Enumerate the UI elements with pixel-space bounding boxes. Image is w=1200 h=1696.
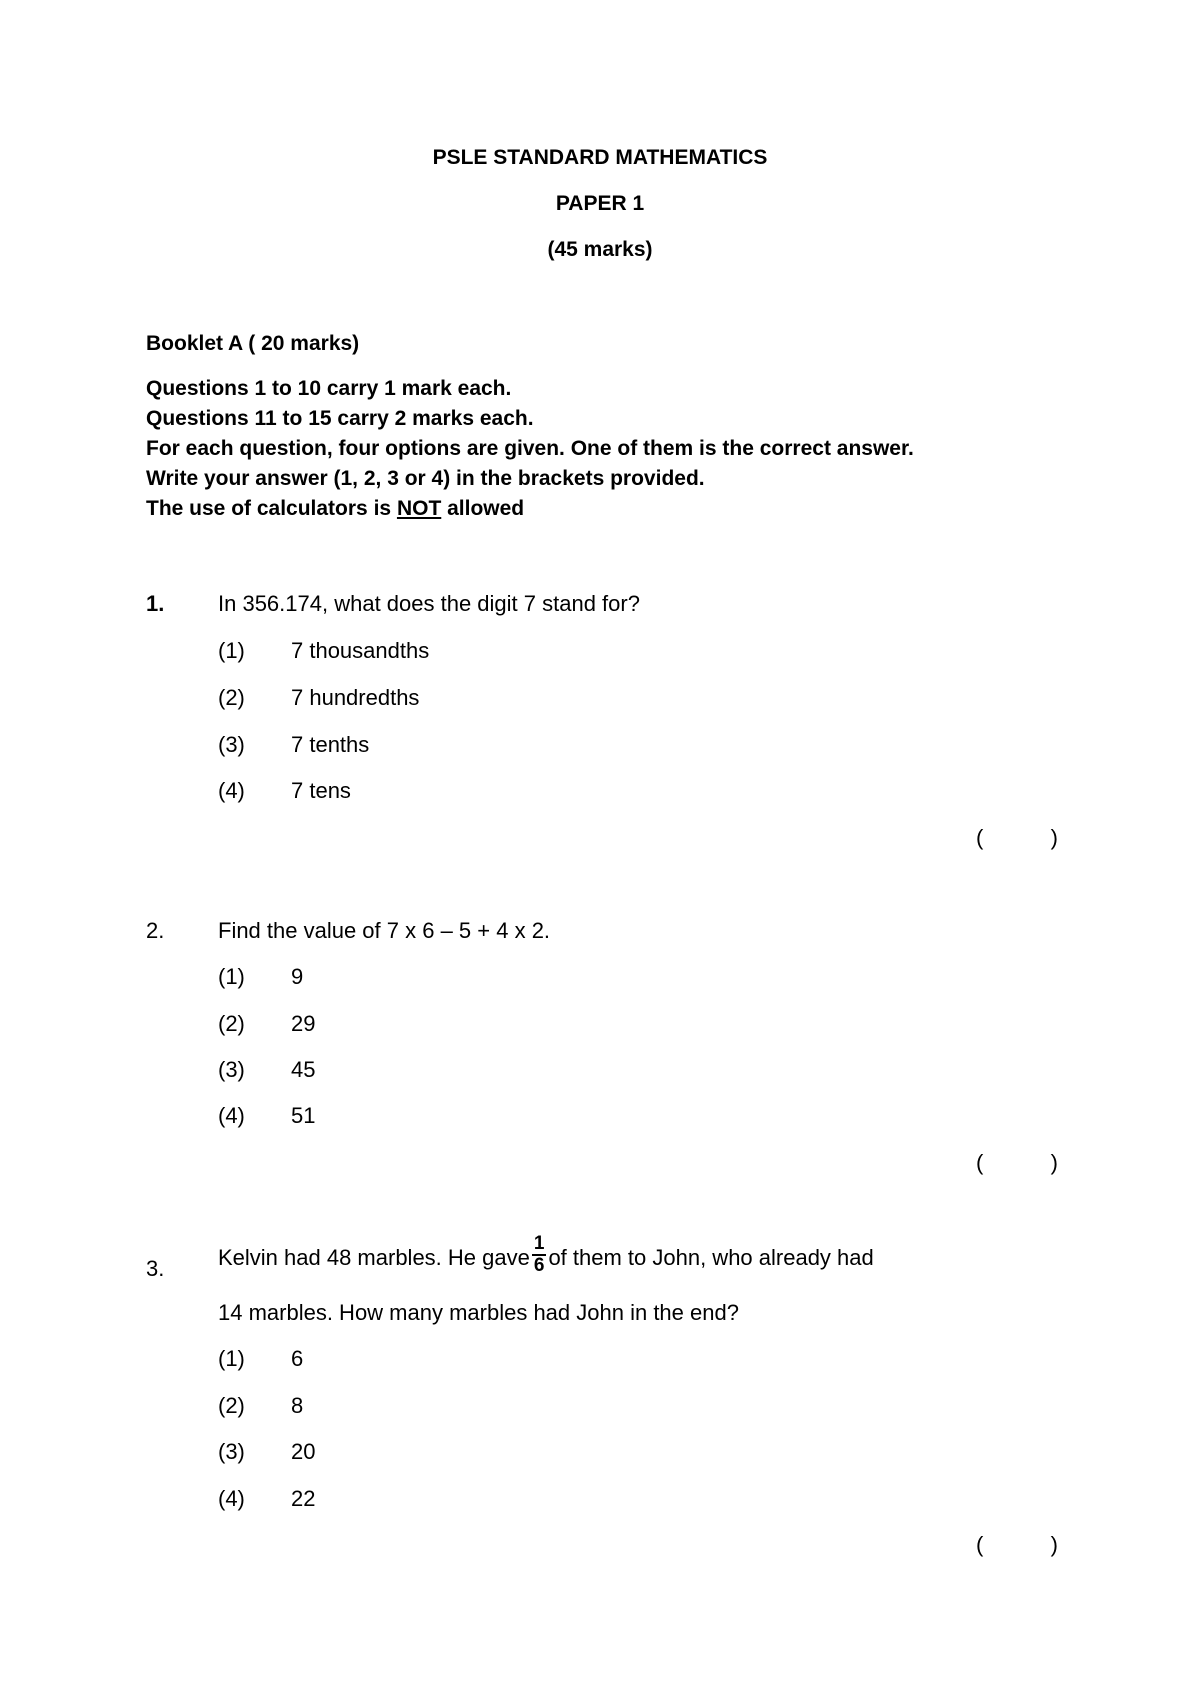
option-label: (1): [218, 1346, 245, 1371]
option-label: (2): [218, 1011, 245, 1036]
option-text: 29: [291, 1011, 316, 1036]
bracket-close: ): [1050, 825, 1058, 850]
bracket-open: (: [976, 825, 984, 850]
fraction-denominator: 6: [533, 1255, 545, 1276]
option-label: (1): [218, 638, 245, 663]
option-label: (4): [218, 778, 245, 803]
bracket-close: ): [1050, 1150, 1058, 1175]
question-text-before-fraction: Kelvin had 48 marbles. He gave: [218, 1244, 530, 1270]
option-label: (3): [218, 1439, 245, 1464]
option-label: (4): [218, 1103, 245, 1128]
question-number: 1.: [146, 591, 165, 616]
question-text: Find the value of 7 x 6 – 5 + 4 x 2.: [218, 918, 551, 943]
question-text-after-fraction: of them to John, who already had: [548, 1244, 874, 1270]
option-label: (3): [218, 1057, 245, 1082]
booklet-title: Booklet A ( 20 marks): [146, 332, 360, 355]
calculator-rule-emphasis: NOT: [396, 497, 442, 520]
question-text: In 356.174, what does the digit 7 stand for?: [218, 591, 640, 616]
bracket-open: (: [976, 1532, 984, 1557]
instruction-line: Write your answer (1, 2, 3 or 4) in the brackets provided.: [146, 467, 705, 490]
answer-bracket[interactable]: [976, 1150, 1058, 1176]
option-text: 8: [291, 1393, 304, 1418]
calculator-rule-suffix: allowed: [447, 497, 525, 520]
exam-title: PSLE STANDARD MATHEMATICS: [432, 146, 768, 169]
answer-bracket[interactable]: [976, 825, 1058, 851]
fraction-numerator: 1: [533, 1233, 545, 1254]
option-text: 7 thousandths: [291, 638, 430, 663]
instruction-line: Questions 11 to 15 carry 2 marks each.: [146, 407, 534, 430]
fraction: [532, 1234, 547, 1276]
question-text: [218, 1233, 874, 1280]
option-label: (4): [218, 1486, 245, 1511]
option-text: 7 hundredths: [291, 685, 420, 710]
bracket-close: ): [1050, 1532, 1058, 1557]
option-label: (3): [218, 732, 245, 757]
option-text: 6: [291, 1346, 304, 1371]
option-label: (2): [218, 1393, 245, 1418]
option-text: 45: [291, 1057, 316, 1082]
question-number: 2.: [146, 918, 165, 943]
option-text: 22: [291, 1486, 316, 1511]
instruction-line: Questions 1 to 10 carry 1 mark each.: [146, 377, 512, 400]
question-text-line2: 14 marbles. How many marbles had John in the end?: [218, 1300, 739, 1325]
question-number: 3.: [146, 1256, 165, 1281]
option-label: (2): [218, 685, 245, 710]
option-text: 7 tens: [291, 778, 351, 803]
option-text: 9: [291, 964, 304, 989]
instruction-line: For each question, four options are given. One of them is the correct answer.: [146, 437, 914, 460]
option-label: (1): [218, 964, 245, 989]
total-marks: (45 marks): [547, 238, 653, 261]
paper-label: PAPER 1: [555, 192, 645, 215]
calculator-rule: [146, 497, 524, 521]
bracket-open: (: [976, 1150, 984, 1175]
option-text: 7 tenths: [291, 732, 370, 757]
option-text: 51: [291, 1103, 316, 1128]
option-text: 20: [291, 1439, 316, 1464]
answer-bracket[interactable]: [976, 1532, 1058, 1558]
calculator-rule-prefix: The use of calculators is: [146, 497, 392, 520]
